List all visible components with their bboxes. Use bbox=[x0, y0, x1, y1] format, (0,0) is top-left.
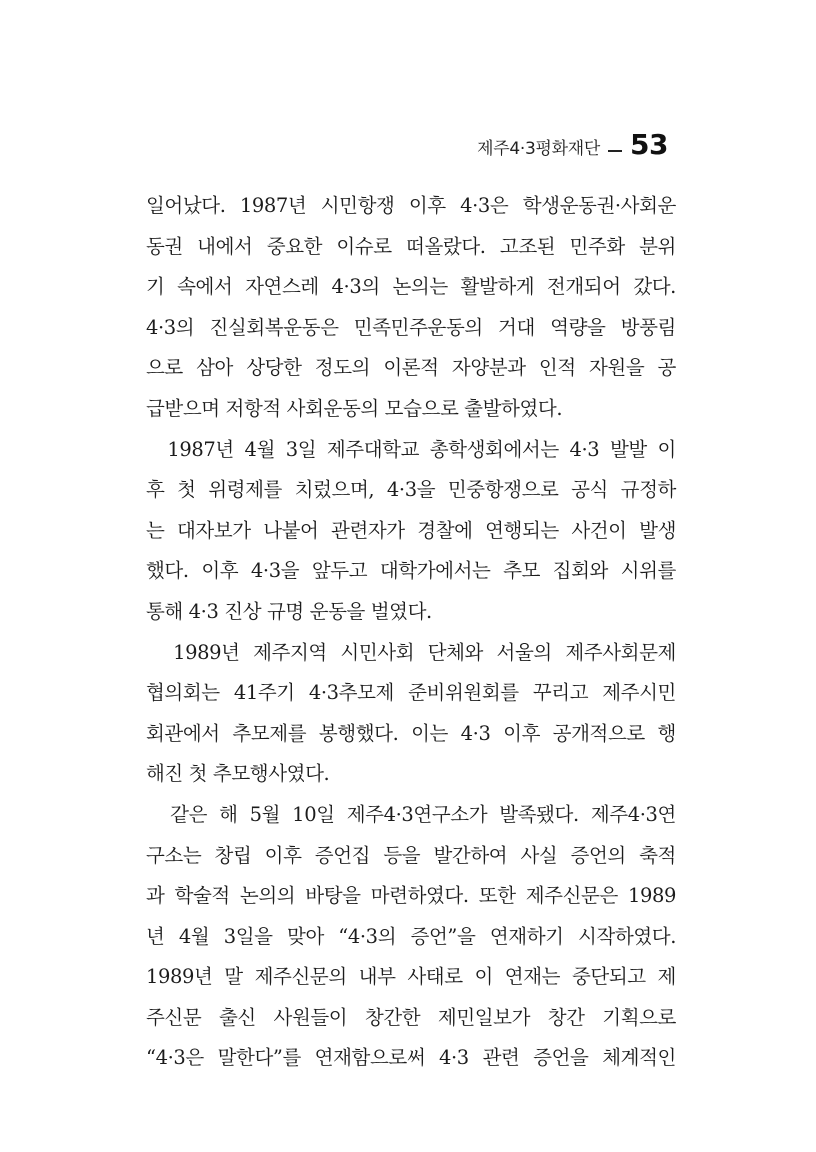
text-line: 구소는 창립 이후 증언집 등을 발간하여 사실 증언의 축적 bbox=[146, 843, 676, 867]
text-line: 일어났다. 1987년 시민항쟁 이후 4·3은 학생운동권·사회운 bbox=[146, 194, 676, 217]
text-line: 동권 내에서 중요한 이슈로 떠올랐다. 고조된 민주화 분위 bbox=[146, 234, 676, 258]
text-line: 주신문 출신 사원들이 창간한 제민일보가 창간 기획으로 bbox=[146, 1005, 676, 1029]
text-line: 급받으며 저항적 사회운동의 모습으로 출발하였다. bbox=[146, 396, 563, 420]
text-line: 통해 4·3 진상 규명 운동을 벌였다. bbox=[146, 599, 432, 623]
text-line: 했다. 이후 4·3을 앞두고 대학가에서는 추모 집회와 시위를 bbox=[146, 559, 676, 583]
text-line: “4·3은 말한다”를 연재함으로써 4·3 관련 증언을 체계적인 bbox=[146, 1046, 676, 1070]
body-text bbox=[146, 186, 676, 1079]
running-header bbox=[477, 128, 668, 161]
text-line: 년 4월 3일을 맞아 “4·3의 증언”을 연재하기 시작하였다. bbox=[146, 924, 676, 948]
text-line: 과 학술적 논의의 바탕을 마련하였다. 또한 제주신문은 1989 bbox=[146, 884, 676, 908]
text-line: 협의회는 41주기 4·3추모제 준비위원회를 꾸리고 제주시민 bbox=[146, 681, 676, 705]
text-line: 회관에서 추모제를 봉행했다. 이는 4·3 이후 공개적으로 행 bbox=[146, 721, 676, 745]
text-line: 으로 삼아 상당한 정도의 이론적 자양분과 인적 자원을 공 bbox=[146, 356, 676, 380]
text-line: 는 대자보가 나붙어 관련자가 경찰에 연행되는 사건이 발생 bbox=[146, 518, 676, 542]
header-separator bbox=[608, 150, 622, 152]
text-line: 1987년 4월 3일 제주대학교 총학생회에서는 4·3 발발 이 bbox=[146, 437, 676, 461]
text-line: 해진 첫 추모행사였다. bbox=[146, 762, 330, 786]
text-line: 기 속에서 자연스레 4·3의 논의는 활발하게 전개되어 갔다. bbox=[146, 275, 676, 299]
text-line: 1989년 말 제주신문의 내부 사태로 이 연재는 중단되고 제 bbox=[146, 965, 676, 989]
text-line: 후 첫 위령제를 치렀으며, 4·3을 민중항쟁으로 공식 규정하 bbox=[146, 478, 676, 502]
page-number: 53 bbox=[630, 128, 668, 161]
text-line: 1989년 제주지역 시민사회 단체와 서울의 제주사회문제 bbox=[146, 640, 676, 664]
text-line: 같은 해 5월 10일 제주4·3연구소가 발족됐다. 제주4·3연 bbox=[146, 802, 676, 826]
running-header-title: 제주4·3평화재단 bbox=[477, 139, 601, 159]
text-line: 4·3의 진실회복운동은 민족민주운동의 거대 역량을 방풍림 bbox=[146, 315, 676, 339]
